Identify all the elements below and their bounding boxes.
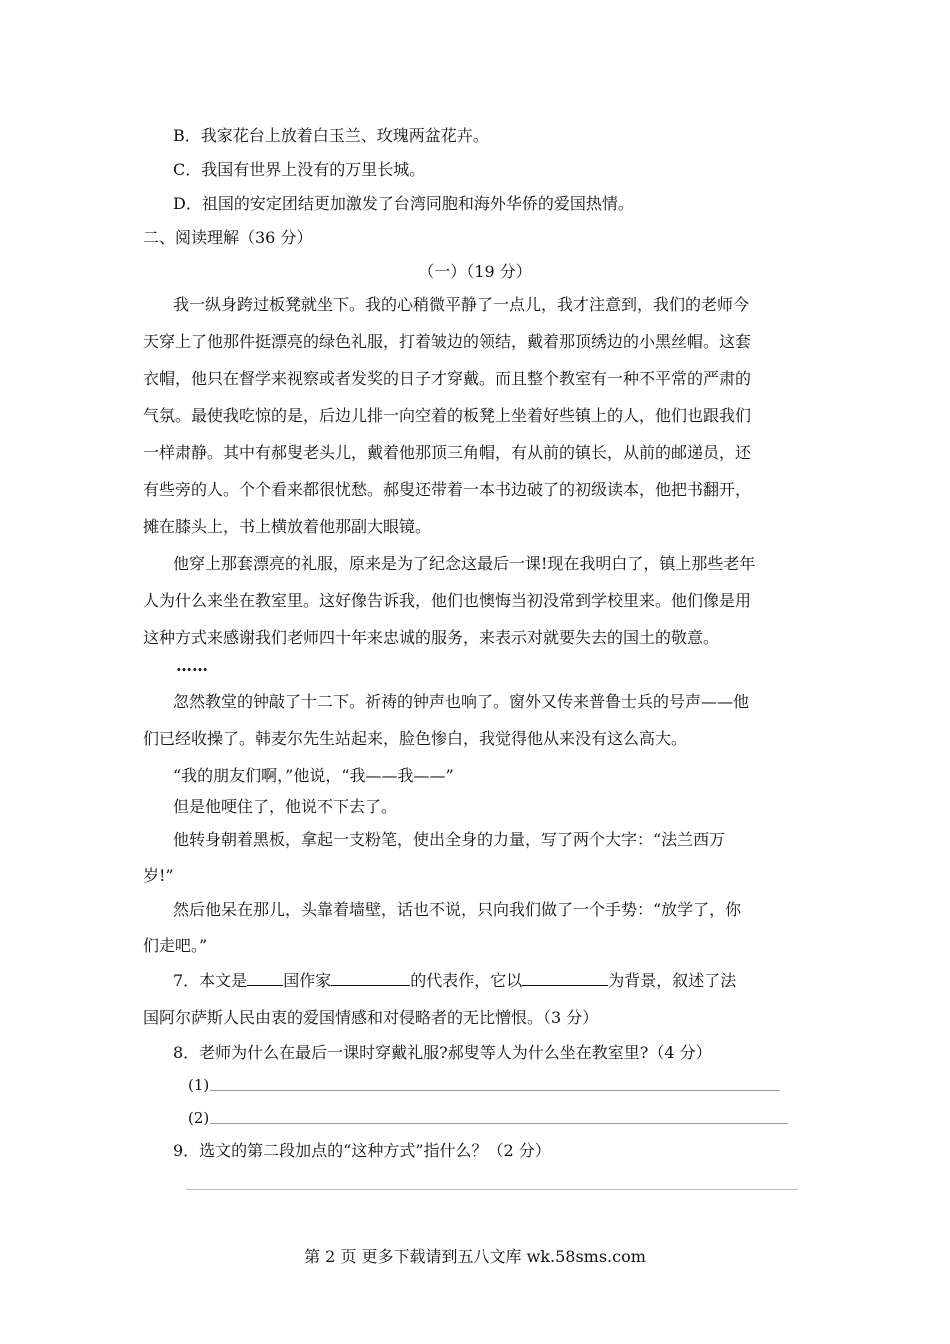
passage-line: 他转身朝着黑板，拿起一支粉笔，使出全身的力量，写了两个大字：“法兰西万: [173, 830, 726, 849]
q7-text: 为背景，叙述了法: [608, 971, 737, 990]
answer-line-1[interactable]: [210, 1090, 780, 1091]
q8-sub-1: (1): [188, 1076, 210, 1094]
passage-line: 衣帽，他只在督学来视察或者发奖的日子才穿戴。而且整个教室有一种不平常的严肃的: [143, 369, 752, 388]
passage-line: 有些旁的人。个个看来都很忧愁。郝叟还带着一本书边破了的初级读本，他把书翻开，: [143, 480, 752, 499]
question-7: [173, 971, 736, 991]
passage-line: 岁!”: [143, 866, 174, 885]
subsection-title: （一）（19 分）: [418, 262, 532, 281]
q7-text: 7．本文是: [173, 971, 248, 990]
page-footer: 第 2 页 更多下载请到五八文库 wk.58sms.com: [304, 1247, 646, 1266]
passage-line: 们走吧。”: [143, 936, 208, 955]
q7-blank-3[interactable]: [522, 971, 608, 986]
q7-text: 国作家: [283, 971, 332, 990]
q8-sub-2: (2): [188, 1109, 210, 1127]
passage-line: 他穿上那套漂亮的礼服，原来是为了纪念这最后一课!现在我明白了，镇上那些老年: [173, 554, 756, 573]
q7-blank-1[interactable]: [247, 971, 283, 986]
passage-line: 人为什么来坐在教室里。这好像告诉我，他们也懊悔当初没常到学校里来。他们像是用: [143, 591, 752, 610]
answer-line-3[interactable]: [186, 1189, 798, 1190]
passage-line: 们已经收操了。韩麦尔先生站起来，脸色惨白，我觉得他从来没有这么高大。: [143, 729, 688, 748]
answer-line-2[interactable]: [210, 1123, 788, 1124]
question-8: 8．老师为什么在最后一课时穿戴礼服?郝叟等人为什么坐在教室里?（4 分）: [173, 1043, 712, 1062]
question-7-line2: 国阿尔萨斯人民由衷的爱国情感和对侵略者的无比憎恨。（3 分）: [143, 1008, 599, 1027]
passage-line: 这种方式来感谢我们老师四十年来忠诚的服务，来表示对就要失去的国土的敬意。: [143, 628, 720, 647]
question-9: 9．选文的第二段加点的“这种方式”指什么？（2 分）: [173, 1141, 551, 1160]
passage-line: 但是他哽住了，他说不下去了。: [173, 797, 398, 816]
passage-line: “我的朋友们啊，”他说，“我——我——”: [173, 766, 454, 785]
passage-line: 我一纵身跨过板凳就坐下。我的心稍微平静了一点儿，我才注意到，我们的老师今: [173, 295, 750, 314]
q7-text: 的代表作，它以: [410, 971, 523, 990]
option-b: B．我家花台上放着白玉兰、玫瑰两盆花卉。: [173, 126, 489, 145]
passage-line: 气氛。最使我吃惊的是，后边儿排一向空着的板凳上坐着好些镇上的人，他们也跟我们: [143, 406, 752, 425]
q7-blank-2[interactable]: [331, 971, 410, 986]
option-d: D．祖国的安定团结更加激发了台湾同胞和海外华侨的爱国热情。: [173, 194, 634, 213]
passage-line: 摊在膝头上，书上横放着他那副大眼镜。: [143, 517, 432, 536]
ellipsis: ……: [176, 656, 208, 675]
passage-line: 忽然教堂的钟敲了十二下。祈祷的钟声也响了。窗外又传来普鲁士兵的号声——他: [173, 692, 750, 711]
passage-line: 天穿上了他那件挺漂亮的绿色礼服，打着皱边的领结，戴着那顶绣边的小黑丝帽。这套: [143, 332, 752, 351]
passage-line: 一样肃静。其中有郝叟老头儿，戴着他那顶三角帽，有从前的镇长，从前的邮递员，还: [143, 443, 752, 462]
section-title: 二、阅读理解（36 分）: [143, 228, 313, 247]
option-c: C．我国有世界上没有的万里长城。: [173, 160, 426, 179]
passage-line: 然后他呆在那儿，头靠着墙壁，话也不说，只向我们做了一个手势：“放学了，你: [173, 900, 742, 919]
